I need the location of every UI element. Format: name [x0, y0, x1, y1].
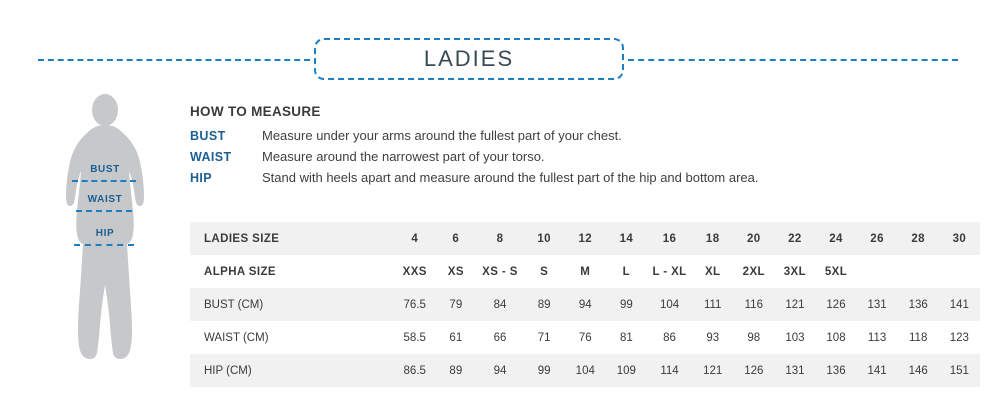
- cell: 76.5: [403, 298, 426, 311]
- cell: 121: [703, 364, 723, 377]
- cell: L: [622, 265, 631, 278]
- page-title: LADIES: [423, 46, 515, 71]
- cell: 79: [449, 298, 463, 311]
- figure-dash-hip: [74, 244, 134, 246]
- cell: 131: [785, 364, 805, 377]
- cell: 114: [660, 364, 679, 377]
- cell: 121: [785, 298, 805, 311]
- cell: 111: [703, 298, 722, 311]
- cell: 146: [908, 364, 928, 377]
- cell: 126: [744, 364, 764, 377]
- cell: 94: [578, 298, 592, 311]
- figure-label-bust: BUST: [90, 164, 120, 175]
- figure-dash-bust: [72, 180, 136, 182]
- cell: 131: [867, 298, 887, 311]
- cell: 22: [788, 232, 802, 245]
- female-silhouette-icon: [40, 92, 170, 402]
- cell: 76: [578, 331, 592, 344]
- row-label-bust: BUST (CM): [204, 298, 264, 311]
- measure-desc-hip: Stand with heels apart and measure around the fullest part of the hip and bottom area.: [262, 170, 759, 185]
- cell: 93: [706, 331, 720, 344]
- figure-label-hip: HIP: [95, 228, 115, 239]
- cell: 71: [537, 331, 551, 344]
- cell: 126: [826, 298, 846, 311]
- row-label-waist: WAIST (CM): [204, 331, 269, 344]
- page-title-pill: [314, 38, 624, 80]
- cell: 98: [747, 331, 761, 344]
- how-to-measure-row: [190, 149, 980, 164]
- cell: [939, 255, 980, 288]
- cell: 89: [449, 364, 463, 377]
- cell: 4: [411, 232, 419, 245]
- cell: 136: [826, 364, 846, 377]
- cell: 123: [949, 331, 969, 344]
- cell: 14: [619, 232, 634, 245]
- table-row: [190, 288, 980, 321]
- cell: 10: [537, 232, 551, 245]
- how-to-measure-section: [190, 104, 980, 191]
- cell: XS - S: [482, 265, 518, 278]
- measure-term-waist: WAIST: [190, 150, 232, 164]
- cell: 141: [867, 364, 887, 377]
- table-row: [190, 354, 980, 387]
- cell: M: [580, 265, 591, 278]
- cell: [857, 255, 898, 288]
- size-table: [190, 222, 980, 387]
- cell: 26: [870, 232, 884, 245]
- cell: 103: [785, 331, 805, 344]
- cell: 20: [747, 232, 761, 245]
- cell: XL: [704, 265, 721, 278]
- cell: 136: [908, 298, 928, 311]
- figure-dash-waist: [76, 210, 132, 212]
- cell: 151: [949, 364, 969, 377]
- cell: 30: [952, 232, 967, 245]
- cell: 61: [449, 331, 463, 344]
- header-dashed-line-right: [628, 59, 958, 61]
- cell: 5XL: [824, 265, 848, 278]
- cell: 86: [663, 331, 676, 344]
- cell: 58.5: [403, 331, 426, 344]
- how-to-measure-row: [190, 170, 980, 185]
- row-label-alpha-size: ALPHA SIZE: [204, 265, 276, 278]
- row-label-hip: HIP (CM): [204, 364, 252, 377]
- cell: 99: [537, 364, 551, 377]
- cell: S: [540, 265, 549, 278]
- cell: 16: [662, 232, 677, 245]
- table-row: [190, 222, 980, 255]
- cell: 118: [909, 331, 928, 344]
- cell: 66: [493, 331, 507, 344]
- cell: 99: [619, 298, 633, 311]
- cell: 104: [659, 298, 680, 311]
- cell: 8: [496, 232, 504, 245]
- cell: 89: [537, 298, 551, 311]
- measure-term-bust: BUST: [190, 129, 226, 143]
- cell: 3XL: [783, 265, 807, 278]
- measure-term-hip: HIP: [190, 171, 213, 185]
- row-label-ladies-size: LADIES SIZE: [204, 232, 280, 245]
- cell: 81: [619, 331, 633, 344]
- measure-desc-bust: Measure under your arms around the fullest part of your chest.: [262, 128, 622, 143]
- body-diagram: [40, 92, 170, 402]
- measure-desc-waist: Measure around the narrowest part of your torso.: [262, 149, 545, 164]
- cell: 86.5: [403, 364, 426, 377]
- cell: 18: [705, 232, 720, 245]
- cell: XS: [447, 265, 464, 278]
- cell: 116: [744, 298, 763, 311]
- cell: [898, 255, 939, 288]
- cell: 109: [616, 364, 636, 377]
- how-to-measure-row: [190, 128, 980, 143]
- cell: L - XL: [652, 265, 687, 278]
- cell: XXS: [402, 265, 427, 278]
- cell: 2XL: [742, 265, 765, 278]
- figure-label-waist: WAIST: [87, 194, 123, 205]
- cell: 104: [575, 364, 595, 377]
- cell: 12: [578, 232, 593, 245]
- cell: 141: [949, 298, 969, 311]
- table-row: [190, 321, 980, 354]
- table-row: [190, 255, 980, 288]
- cell: 84: [493, 298, 507, 311]
- how-to-measure-heading: HOW TO MEASURE: [190, 104, 321, 119]
- cell: 113: [867, 331, 887, 344]
- header-band: [0, 34, 1000, 86]
- cell: 24: [829, 232, 843, 245]
- cell: 108: [826, 331, 846, 344]
- header-dashed-line-left: [38, 59, 310, 61]
- cell: 94: [493, 364, 507, 377]
- cell: 6: [452, 232, 460, 245]
- cell: 28: [911, 232, 925, 245]
